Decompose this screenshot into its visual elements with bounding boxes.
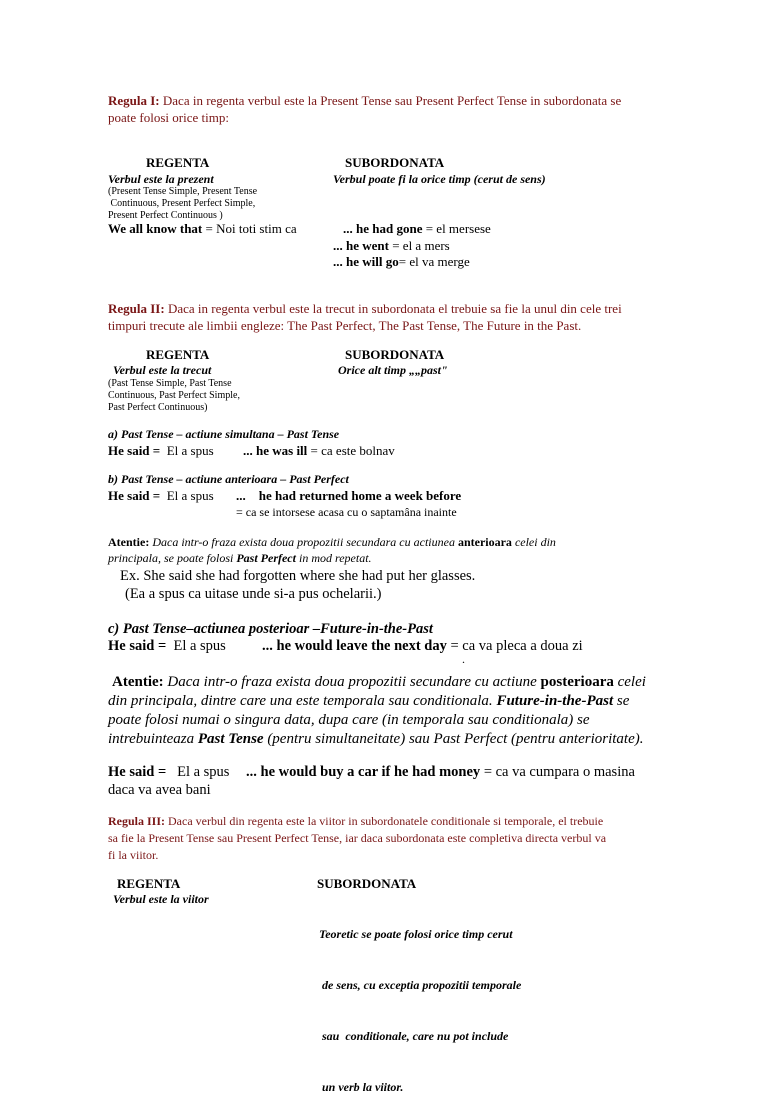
- attention-text: Daca intr-o fraza exista doua propozitii secundara cu actiunea: [149, 535, 458, 549]
- rule-2: [108, 300, 622, 334]
- sec1-note-line: Continuous, Present Perfect Simple,: [108, 198, 256, 209]
- c-example-bold: He said =: [108, 638, 170, 654]
- sub-example-rest: = el a mers: [388, 238, 450, 253]
- rule-3-label: Regula III:: [108, 814, 166, 828]
- stray-dot: .: [462, 652, 465, 666]
- sec3-c-sub-example: [262, 638, 583, 655]
- sec4-sub-line: sau conditionale, care nu pot include: [319, 1029, 509, 1043]
- rule-2-text-line2: timpuri trecute ale limbii engleze: The Past Perfect, The Past Tense, The Future in the Past.: [108, 318, 582, 333]
- a-example-rest: El a spus: [160, 443, 214, 458]
- attention-text: celei: [613, 674, 646, 690]
- rule-1-text-line2: poate folosi orice timp:: [108, 110, 229, 125]
- sec1-subordonata-heading: SUBORDONATA: [345, 155, 445, 170]
- b-example-rest: El a spus: [160, 488, 214, 503]
- sec2-a-title: a) Past Tense – actiune simultana – Past Tense: [108, 427, 340, 441]
- a-sub-bold: ... he was ill: [243, 443, 308, 458]
- sec2-regenta-subtitle: Verbul este la trecut: [113, 363, 212, 377]
- sec1-notes: [108, 186, 257, 222]
- rule-3: [108, 813, 606, 864]
- sec2-subordonata-subtitle: Orice alt timp „„past": [338, 363, 448, 377]
- sec4-subordonata-heading: SUBORDONATA: [317, 876, 417, 891]
- sec1-example-main: [108, 221, 297, 237]
- sec3-c-example: [108, 638, 226, 655]
- sub-example-bold: ... he will go: [333, 254, 399, 269]
- sec3-d-sub-example: [246, 764, 635, 781]
- sec4-sub-line: un verb la viitor.: [319, 1080, 404, 1094]
- sec1-sub-example: [333, 254, 470, 270]
- sec4-regenta-heading: REGENTA: [117, 876, 181, 891]
- sec2-b-example: [108, 488, 214, 504]
- d-sub-rest: = ca va cumpara o masina: [480, 764, 635, 780]
- sec2-b-translation: = ca se intorsese acasa cu o saptamâna inainte: [236, 505, 457, 519]
- sec4-subordonata-text: [319, 892, 521, 1113]
- sec2-note-line: (Past Tense Simple, Past Tense: [108, 378, 232, 389]
- sec3-attention: [108, 673, 646, 749]
- sec1-regenta-heading: REGENTA: [146, 155, 210, 170]
- sec2-b-sub-example: ... he had returned home a week before: [236, 488, 462, 503]
- c-sub-bold: ... he would leave the next day: [262, 638, 447, 654]
- sec1-subordonata-subtitle: Verbul poate fi la orice timp (cerut de sens): [333, 172, 546, 186]
- rule-2-text-line1: Daca in regenta verbul este la trecut in subordonata el trebuie sa fie la unul din cele trei: [164, 301, 622, 316]
- sec1-example-bold: We all know that: [108, 221, 203, 236]
- sec2-subordonata-heading: SUBORDONATA: [345, 347, 445, 362]
- attention-text: Daca intr-o fraza exista doua propozitii secundare cu actiune: [163, 674, 541, 690]
- sub-example-bold: ... he had gone: [343, 221, 423, 236]
- sec1-sub-example: [343, 221, 491, 237]
- attention-text: celei din: [511, 535, 556, 549]
- sec2-b-title: b) Past Tense – actiune anterioara – Past Perfect: [108, 472, 349, 486]
- sec4-sub-line: de sens, cu exceptia propozitii temporale: [319, 978, 522, 992]
- sec2-notes: [108, 378, 240, 414]
- rule-3-text-line3: fi la viitor.: [108, 848, 159, 862]
- sec2-regenta-heading: REGENTA: [146, 347, 210, 362]
- sec1-note-line: Present Perfect Continuous ): [108, 210, 223, 221]
- sec2-example-sentence: Ex. She said she had forgotten where she had put her glasses.: [120, 568, 476, 584]
- d-example-bold: He said =: [108, 764, 170, 780]
- sec2-note-line: Continuous, Past Perfect Simple,: [108, 390, 240, 401]
- sec4-regenta-subtitle: Verbul este la viitor: [113, 892, 209, 906]
- rule-3-text-line1: Daca verbul din regenta este la viitor in subordonatele conditionale si temporale, el trebuie: [165, 814, 604, 828]
- attention-bold: Past Perfect: [236, 551, 296, 565]
- attention-label: Atentie:: [108, 535, 150, 549]
- attention-text: intrebuinteaza: [108, 731, 198, 747]
- sec2-a-sub-example: [243, 443, 395, 459]
- rule-1-text-line1: Daca in regenta verbul este la Present Tense sau Present Perfect Tense in subordonata se: [159, 93, 622, 108]
- sub-example-rest: = el mersese: [422, 221, 491, 236]
- c-example-rest: El a spus: [169, 638, 226, 654]
- c-sub-rest: = ca va pleca a doua zi: [446, 638, 583, 654]
- sec1-example-rest: = Noi toti stim ca: [202, 221, 297, 236]
- attention-bold: anterioara: [457, 535, 512, 549]
- sec3-d-line2: daca va avea bani: [108, 782, 211, 798]
- attention-bold: Past Tense: [197, 731, 264, 747]
- attention-text: poate folosi numai o singura data, dupa care (in temporala sau conditionala) se: [108, 712, 590, 728]
- attention-text: din principala, dintre care una este temporala sau conditionala.: [108, 693, 497, 709]
- sec2-note-line: Past Perfect Continuous): [108, 402, 208, 413]
- attention-text: se: [613, 693, 630, 709]
- a-sub-rest: = ca este bolnav: [307, 443, 395, 458]
- attention-bold: Future-in-the-Past: [496, 693, 614, 709]
- sec1-sub-example: [333, 238, 450, 254]
- sec4-sub-line: Teoretic se poate folosi orice timp cerut: [319, 927, 513, 941]
- sec1-note-line: (Present Tense Simple, Present Tense: [108, 186, 258, 197]
- rule-1: [108, 92, 621, 126]
- d-sub-bold: ... he would buy a car if he had money: [246, 764, 481, 780]
- attention-text: (pentru simultaneitate) sau Past Perfect (pentru anterioritate).: [263, 731, 644, 747]
- rule-2-label: Regula II:: [108, 301, 165, 316]
- sec2-example-translation: (Ea a spus ca uitase unde si-a pus ochelarii.): [125, 586, 382, 602]
- sec2-attention-line2: [108, 551, 372, 566]
- b-example-bold: He said =: [108, 488, 161, 503]
- rule-3-text-line2: sa fie la Present Tense sau Present Perfect Tense, iar daca subordonata este completiva directa verbul va: [108, 831, 607, 845]
- rule-1-label: Regula I:: [108, 93, 160, 108]
- attention-text: in mod repetat.: [295, 551, 372, 565]
- sec2-attention: [108, 535, 556, 550]
- sec1-regenta-subtitle: Verbul este la prezent: [108, 172, 214, 186]
- sec3-d-example: [108, 764, 229, 781]
- sub-example-rest: = el va merge: [398, 254, 470, 269]
- sec2-a-example: [108, 443, 214, 459]
- attention-label: Atentie:: [112, 674, 164, 690]
- d-example-rest: El a spus: [169, 764, 230, 780]
- sub-example-bold: ... he went: [333, 238, 389, 253]
- attention-bold: posterioara: [540, 674, 614, 690]
- sec3-c-title: c) Past Tense–actiunea posterioar –Future-in-the-Past: [108, 621, 433, 637]
- a-example-bold: He said =: [108, 443, 161, 458]
- attention-text: principala, se poate folosi: [108, 551, 237, 565]
